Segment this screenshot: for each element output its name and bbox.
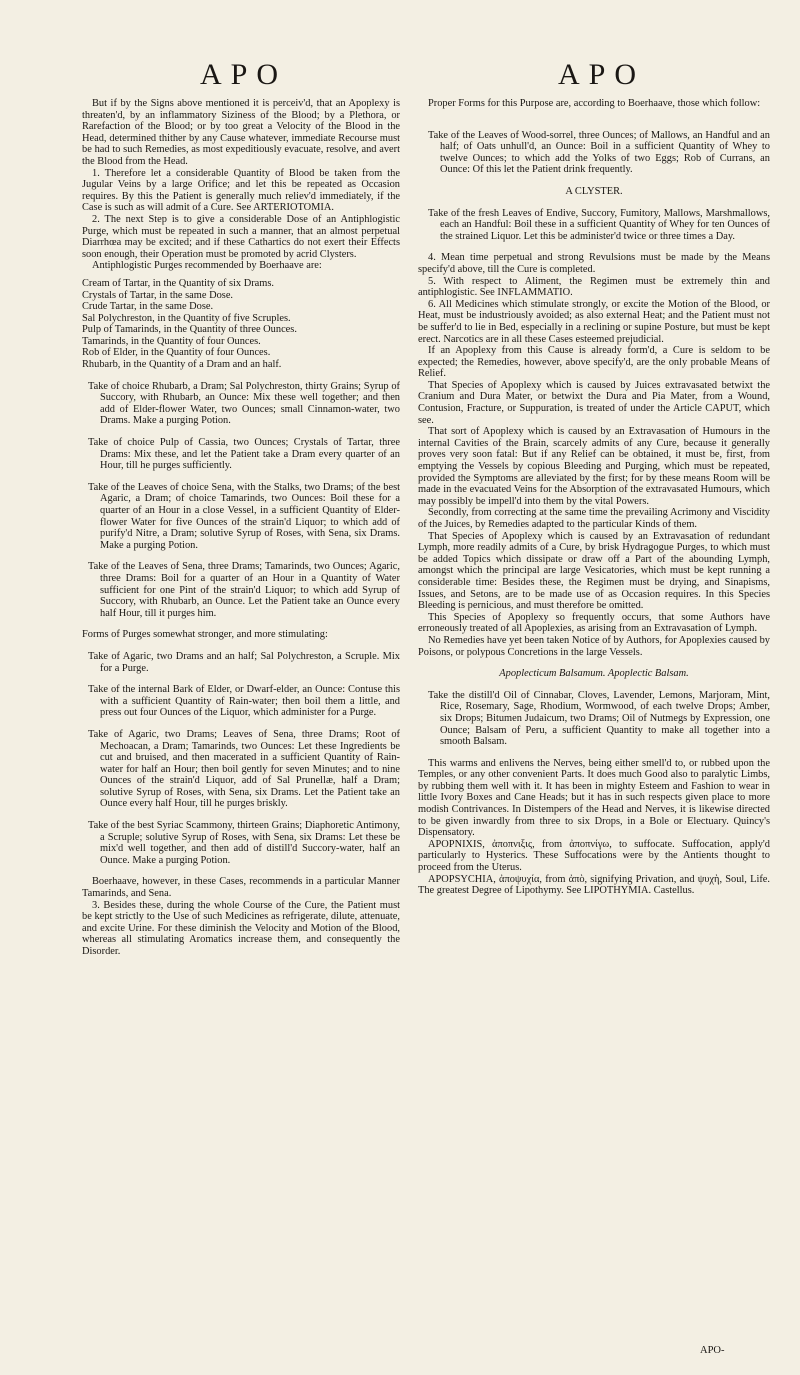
paragraph: Proper Forms for this Purpose are, according to Boerhaave, those which follow: — [428, 98, 761, 109]
section-heading: A CLYSTER. — [565, 185, 623, 197]
recipe: Take of the fresh Leaves of Endive, Succory, Fumitory, Mallows, Marshmallows, each an Handful: Boil these in a sufficient Quantity of Whey for ten Ounces of the strained Liquor. Let this be administer'd twice or three times a Day. — [428, 207, 770, 242]
dictionary-entry: APOPNIXIS, ἀποπνιξις, from ἀποπνίγω, to suffocate. Suffocation, apply'd particularly to Hysterics. These Suffocations were by the Antients thought to proceed from the Uterus. — [418, 838, 770, 874]
catchword: APO- — [700, 1345, 725, 1356]
recipe: Take of choice Pulp of Cassia, two Ounces; Crystals of Tartar, three Drams: Mix these, and let the Patient take a Dram every quarter of an Hour, till he purges sufficiently. — [88, 437, 400, 472]
paragraph: This warms and enlivens the Nerves, being either smell'd to, or rubbed upon the Temples, or any other convenient Parts. It does much Good also to paralytic Limbs, by rubbing them well with it. It has been in mighty Esteem and Fashion to wear in little Ivory Boxes and Cane Heads; but it has in such respects given place to more modish Contrivances. In Distempers of the Head and Nerves, it is likewise directed to be given inwardly from three to six Drops, in a Bole or Electuary. Quincy's Dispensatory. — [418, 757, 770, 839]
list-item: Sal Polychreston, in the Quantity of five Scruples. — [82, 312, 291, 324]
paragraph: That Species of Apoplexy which is caused by Juices extravasated betwixt the Cranium and Dura Mater, or betwixt the Dura and Pia Mater, from a Wound, Contusion, Fracture, or Suppuration, is treated of under the Article CAPUT, which see. — [418, 379, 770, 426]
running-head-right: APO — [558, 58, 646, 91]
paragraph: That Species of Apoplexy which is caused by an Extravasation of redundant Lymph, more readily admits of a Cure, by brisk Hydragogue Purges, to which must be added Topics which dissipate or draw off a Part of the abounding Lymph, amongst which the principal are large Vesicatories, which must be kept running a considerable time: Besides these, the Regimen must be drying, and Sinapisms, Issues, and Setons, are to be made use of as Occasion requires. In this Species Bleeding is pernicious, and must therefore be omitted. — [418, 530, 770, 612]
right-column — [418, 98, 770, 897]
paragraph: If an Apoplexy from this Cause is already form'd, a Cure is seldom to be expected; the Remedies, however, above specify'd, are the only probable Means of Relief. — [418, 345, 770, 380]
purge-list — [82, 278, 400, 371]
recipe: Take of choice Rhubarb, a Dram; Sal Polychreston, thirty Grains; Syrup of Succory, with Rhubarb, an Ounce: Mix these well together; and then add of Elder-flower Water, two Ounces; small Cinnamon-water, two Drams. Make a purging Potion. — [88, 380, 400, 427]
list-item: Tamarinds, in the Quantity of four Ounces. — [82, 335, 261, 347]
recipe: Take the distill'd Oil of Cinnabar, Cloves, Lavender, Lemons, Marjoram, Mint, Rice, Rosemary, Sage, Rhodium, Wormwood, of each twelve Drops; Amber, six Drops; Bitumen Judaicum, two Drams; Oil of Nutmegs by Expression, one Ounce; Balsam of Peru, a sufficient Quantity to make all together into a smooth Balsam. — [428, 689, 770, 748]
section-heading: Apoplecticum Balsamum. Apoplectic Balsam. — [499, 668, 689, 680]
paragraph: This Species of Apoplexy so frequently occurs, that some Authors have erroneously treated of all Apoplexies, as arising from an Extravasation of Lymph. — [418, 611, 770, 635]
paragraph: Antiphlogistic Purges recommended by Boerhaave are: — [92, 260, 322, 272]
paragraph: 3. Besides these, during the whole Course of the Cure, the Patient must be kept strictly to the Use of such Medicines as refrigerate, dilute, attenuate, and excite Urine. For these diminish the Velocity and Motion of the Blood, whereas all stimulating Aromatics increase them, and consequently the Disorder. — [82, 899, 400, 957]
recipe: Take of the internal Bark of Elder, or Dwarf-elder, an Ounce: Contuse this with a sufficient Quantity of Rain-water; then boil them a little, and press out four Ounces of the Liquor, which administer for a Purge. — [88, 684, 400, 719]
recipe: Take of Agaric, two Drams and an half; Sal Polychreston, a Scruple. Mix for a Purge. — [88, 650, 400, 674]
left-column — [82, 98, 400, 958]
paragraph: No Remedies have yet been taken Notice of by Authors, for Apoplexies caused by Poisons, or polypous Concretions in the large Vessels. — [418, 634, 770, 658]
recipe: Take of the best Syriac Scammony, thirteen Grains; Diaphoretic Antimony, a Scruple; solutive Syrup of Roses, with Sena, six Drams: Let these be mix'd well together, and then add of distill'd Succory-water, half an Ounce. Make a purging Potion. — [88, 820, 400, 866]
paragraph: 2. The next Step is to give a considerable Dose of an Antiphlogistic Purge, which must be repeated in such a manner, that an almost perpetual Diarrhœa may be excited; and if these Cathartics do not exert their Effects soon enough, their Operation must be promoted by acrid Clysters. — [82, 213, 400, 260]
list-item: Rob of Elder, in the Quantity of four Ounces. — [82, 347, 271, 359]
paragraph: But if by the Signs above mentioned it is perceiv'd, that an Apoplexy is threaten'd, by an inflammatory Siziness of the Blood; by a Plethora, or Rarefaction of the Blood; or by too great a Velocity of the Blood in the Head, determined thither by any Cause whatever, immediate Recourse must be had to such Remedies, as most expeditiously evacuate, resolve, and avert the Blood from the Head. — [82, 98, 400, 167]
list-item: Crude Tartar, in the same Dose. — [82, 301, 214, 313]
list-item: Pulp of Tamarinds, in the Quantity of three Ounces. — [82, 324, 297, 336]
paragraph: Secondly, from correcting at the same time the prevailing Acrimony and Viscidity of the Juices, by Remedies adapted to the particular Kinds of them. — [418, 507, 770, 530]
recipe: Take of the Leaves of choice Sena, with the Stalks, two Drams; of the best Agaric, a Dram; of choice Tamarinds, two Ounces: Boil these for a quarter of an Hour in a close Vessel, in a sufficient Quantity of Elder-flower Water for five Ounces of the strain'd Liquor; to which add of purify'd Nitre, a Dram; solutive Syrup of Roses, with Sena, six Drams. Make a purging Potion. — [88, 481, 400, 551]
paragraph: 4. Mean time perpetual and strong Revulsions must be made by the Means specify'd above, till the Cure is completed. — [418, 252, 770, 275]
recipe: Take of the Leaves of Sena, three Drams; Tamarinds, two Ounces; Agaric, three Drams: Boil for a quarter of an Hour in a Quantity of Water sufficient for one Pint of the strain'd Liquor; to which add Syrup of Succory, with Rhubarb, an Ounce. Let the Patient take an Ounce every half Hour, till it purges him. — [88, 561, 400, 619]
paragraph: That sort of Apoplexy which is caused by an Extravasation of Humours in the internal Cavities of the Brain, scarcely admits of any Cure, because it generally proves very soon fatal: But if any Relief can be obtained, it must be, first, from emptying the Vessels by copious Bleeding and Purging, which must be repeated, provided the Symptoms are alleviated by the first; for by these means Room will be made in the evacuated Veins for the Absorption of the extravasated Humours, which may possibly be impell'd into them by the vital Powers. — [418, 426, 770, 507]
dictionary-entry: APOPSYCHIA, ἀποψυχία, from ἀπὸ, signifying Privation, and ψυχὴ, Soul, Life. The greatest Degree of Lipothymy. See LIPOTHYMIA. Castellus. — [418, 873, 770, 897]
paragraph: Forms of Purges somewhat stronger, and more stimulating: — [82, 629, 328, 641]
list-item: Cream of Tartar, in the Quantity of six Drams. — [82, 277, 274, 289]
running-head-left: APO — [200, 58, 288, 91]
recipe: Take of Agaric, two Drams; Leaves of Sena, three Drams; Root of Mechoacan, a Dram; Tamarinds, two Ounces: Let these Ingredients be cut and bruised, and then macerated in a sufficient Quantity of Rain-water for half an Hour; then boil gently for seven Minutes; and to nine Ounces of the strain'd Liquor, add of Sal Prunellæ, half a Dram; solutive Syrup of Roses, with Sena, six Drams. Let the Patient take an Ounce every half Hour, till he purges briskly. — [88, 728, 400, 810]
recipe: Take of the Leaves of Wood-sorrel, three Ounces; of Mallows, an Handful and an half; of Oats unhull'd, an Ounce: Boil in a sufficient Quantity of Whey to twelve Ounces; to which add the Yolks of two Eggs; Rob of Currans, an Ounce: Of this let the Patient drink frequently. — [428, 129, 770, 176]
paragraph: 1. Therefore let a considerable Quantity of Blood be taken from the Jugular Veins by a large Orifice; and let this be repeated as Occasion requires. By this the Patient is generally much reliev'd immediately, if the Case is such as will admit of a Cure. See ARTERIOTOMIA. — [82, 167, 400, 214]
paragraph: Boerhaave, however, in these Cases, recommends in a particular Manner Tamarinds, and Sena. — [82, 876, 400, 900]
paragraph: 6. All Medicines which stimulate strongly, or excite the Motion of the Blood, or Heat, must be industriously avoided; as also external Heat; and the Patient must not be suffer'd to lie in Bed, especially in a reclining or supine Posture, but must be kept erect. Narcotics are in all these Cases esteemed prejudicial. — [418, 298, 770, 345]
list-item: Rhubarb, in the Quantity of a Dram and an half. — [82, 359, 282, 371]
paragraph: 5. With respect to Aliment, the Regimen must be extremely thin and antiphlogistic. See INFLAMMATIO. — [418, 275, 770, 299]
list-item: Crystals of Tartar, in the same Dose. — [82, 289, 234, 301]
